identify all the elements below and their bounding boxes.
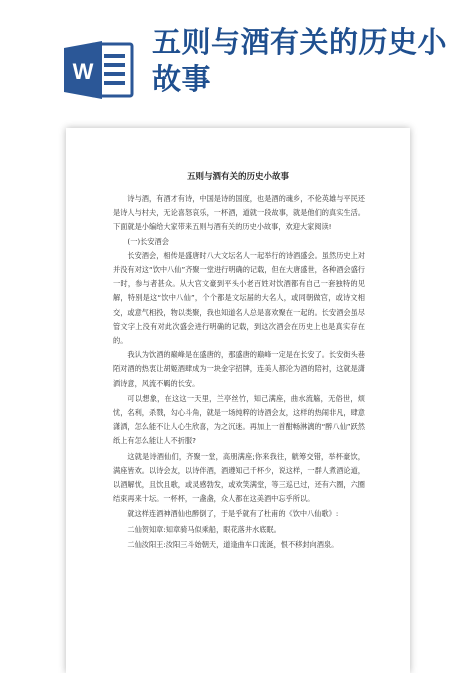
document-title: 五则与酒有关的历史小故事 [186, 172, 289, 182]
word-document-icon [62, 38, 136, 102]
page-title: 五则与酒有关的历史小故事 [152, 25, 448, 96]
poem-line: 二仙贺知章:知章骑马似乘船，眼花落井水底眠。 [127, 524, 281, 534]
paragraph: 可以想象，在这这一天里，兰亭丝竹，知己满座，曲水流觞，无俗世，烦忧，名利，杀戮，勾心斗角，就是一场纯粹的诗酒会友，这样的热闹非凡，肆意潇洒，怎么能不让人心生欣喜，为之沉迷。再加上一首酣畅淋漓的“醉八仙”跃然纸上有怎么能让人不折服? [113, 393, 365, 446]
poem-line: 二仙汝阳王:汝阳三斗始朝天，道逢曲车口流涎，恨不移封向酒泉。 [127, 539, 339, 549]
paragraph: 这就是诗酒仙们，齐聚一堂，高朋满座;你来我往，觥筹交错，举杯豪饮，满座皆欢。以诗会友，以诗伴酒，酒遵知己千杯少，说这样，一群人煮酒论道，以酒解忧，且饮且歌，或灵感勃发，或欢笑满堂，等三巡已过，还有六圈，六圈结束再来十坛。一杯杯，一盏盏，众人都在这美酒中忘乎所以。 [113, 451, 365, 504]
paragraph: 我认为饮酒的巅峰是在盛唐的，那盛唐的巅峰一定是在长安了。长安街头巷陌对酒的热衷让胡姬酒肆成为一块金字招牌，连美人都沦为酒的陪衬，这就是潇洒诗意，风流不羁的长安。 [113, 350, 365, 388]
document-body [113, 192, 365, 552]
header-banner [0, 0, 474, 112]
paragraph: 长安酒会，相传是盛唐时八大文坛名人一起举行的诗酒盛会。虽然历史上对并没有对这“饮中八仙”齐聚一堂进行明确的记载，但在大唐盛世，各种酒会盛行一时，参与者甚众。从大官文豪到平头小老百姓对饮酒都有自己一套独特的见解，特别是这“饮中八仙”，个个都是文坛届的大名人，或同朝做官，或诗文相交，或意气相投，物以类聚，我也知道名人总是喜欢聚在一起的。长安酒会虽尽管文字上没有对此次盛会进行明确的记载，到这次酒会在历史上也是真实存在的。 [113, 250, 365, 346]
paragraph-intro: 诗与酒，有酒才有诗，中国是诗的国度，也是酒的魂乡，不伦英雄与平民还是诗人与村夫，无论喜怒哀乐，一杯酒，道就一段故事，就是他们的真实生活。下面就是小编给大家带来五则与酒有关的历史小故事，欢迎大家阅读! [113, 194, 365, 232]
word-icon-letter: W [72, 59, 94, 84]
paragraph: 就这样连酒神酒仙也醉倒了，于是乎就有了杜甫的《饮中八仙歌》: [127, 509, 339, 519]
document-page [66, 128, 410, 673]
section-heading: (一)长安酒会 [127, 236, 169, 246]
